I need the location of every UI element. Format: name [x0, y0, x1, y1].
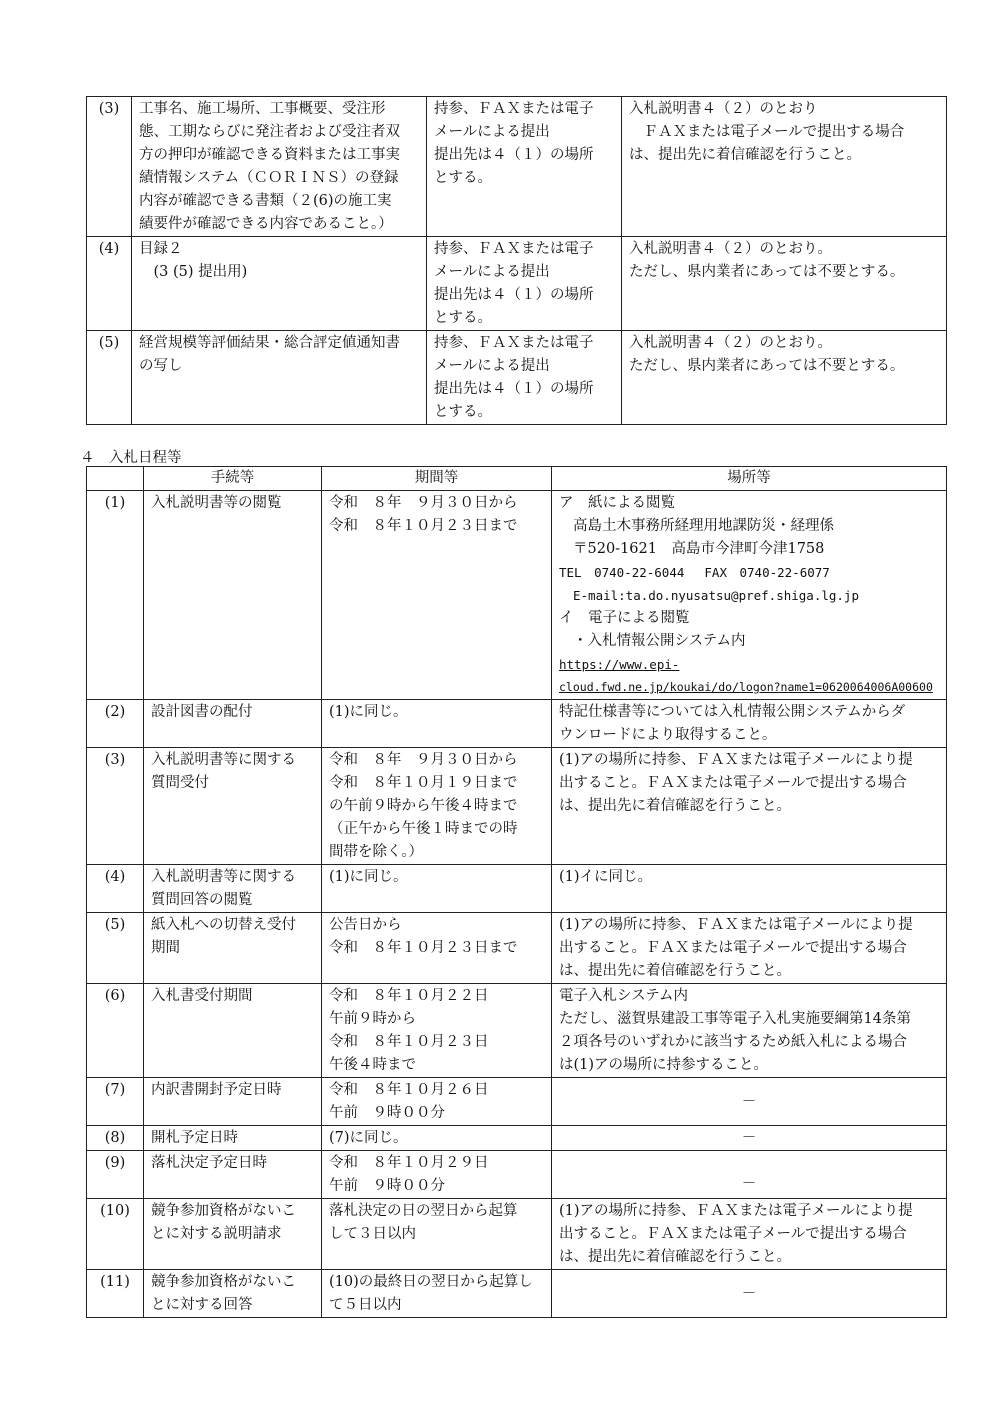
row-number: (10)	[87, 1199, 144, 1270]
place-cell: (1)アの場所に持参、ＦＡＸまたは電子メールにより提 出すること。ＦＡＸまたは電子メールで提出する場合 は、提出先に着信確認を行うこと。	[552, 913, 947, 984]
table-row	[87, 1270, 947, 1318]
table-row	[87, 984, 947, 1078]
row-number: (1)	[87, 491, 144, 700]
table-row	[87, 700, 947, 748]
period-cell: 落札決定の日の翌日から起算 して３日以内	[322, 1199, 552, 1270]
place-cell: (1)アの場所に持参、ＦＡＸまたは電子メールにより提 出すること。ＦＡＸまたは電子メールで提出する場合 は、提出先に着信確認を行うこと。	[552, 1199, 947, 1270]
table-row	[87, 865, 947, 913]
remarks: 入札説明書４（２）のとおり。 ただし、県内業者にあっては不要とする。	[622, 331, 947, 425]
procedure-cell: 競争参加資格がないこ とに対する説明請求	[144, 1199, 322, 1270]
phone-fax: TEL 0740-22-6044 FAX 0740-22-6077	[559, 565, 830, 580]
table-row	[87, 237, 947, 331]
url-link-line2[interactable]: cloud.fwd.ne.jp/koukai/do/logon?name1=0620064006A00600	[559, 680, 933, 694]
section-heading: ４ 入札日程等	[80, 450, 182, 466]
header-period: 期間等	[322, 467, 552, 491]
period-cell: 令和 ８年１０月２６日 午前 ９時００分	[322, 1078, 552, 1126]
schedule-table	[86, 466, 947, 1318]
period-cell: (1)に同じ。	[322, 865, 552, 913]
requirements-table	[86, 96, 947, 425]
place-cell: －	[552, 1078, 947, 1126]
url-link-line1[interactable]: https://www.epi-	[559, 657, 680, 672]
place-cell: －	[552, 1126, 947, 1151]
procedure-cell: 設計図書の配付	[144, 700, 322, 748]
row-number: (3)	[87, 748, 144, 865]
row-number: (4)	[87, 237, 132, 331]
place-cell: (1)アの場所に持参、ＦＡＸまたは電子メールにより提 出すること。ＦＡＸまたは電子メールで提出する場合 は、提出先に着信確認を行うこと。	[552, 748, 947, 865]
table-row	[87, 491, 947, 700]
header-row	[87, 467, 947, 491]
table-row	[87, 1199, 947, 1270]
procedure-cell: 内訳書開封予定日時	[144, 1078, 322, 1126]
submission-method: 持参、ＦＡＸまたは電子 メールによる提出 提出先は４（１）の場所 とする。	[427, 97, 622, 237]
row-number: (5)	[87, 331, 132, 425]
header-place: 場所等	[552, 467, 947, 491]
place-cell	[552, 491, 947, 700]
document-item: 工事名、施工場所、工事概要、受注形 態、工期ならびに発注者および受注者双 方の押印が確認できる資料または工事実 績情報システム（ＣＯＲＩＮＳ）の登録 内容が確認できる書類（２(6)の施工実 績要件が確認できる内容であること。）	[132, 97, 427, 237]
header-number	[87, 467, 144, 491]
row-number: (9)	[87, 1151, 144, 1199]
procedure-cell: 競争参加資格がないこ とに対する回答	[144, 1270, 322, 1318]
table-row	[87, 748, 947, 865]
place-cell: (1)イに同じ。	[552, 865, 947, 913]
submission-method: 持参、ＦＡＸまたは電子 メールによる提出 提出先は４（１）の場所 とする。	[427, 331, 622, 425]
procedure-cell: 紙入札への切替え受付 期間	[144, 913, 322, 984]
procedure-cell: 落札決定予定日時	[144, 1151, 322, 1199]
office-address: 〒520-1621 高島市今津町今津1758	[573, 541, 825, 557]
row-number: (7)	[87, 1078, 144, 1126]
period-cell: 令和 ８年 ９月３０日から 令和 ８年１０月１９日まで の午前９時から午後４時まで （正午から午後１時までの時 間帯を除く。）	[322, 748, 552, 865]
table-row	[87, 1078, 947, 1126]
row-number: (4)	[87, 865, 144, 913]
document-item: 経営規模等評価結果・総合評定値通知書 の写し	[132, 331, 427, 425]
info-system-label: ・入札情報公開システム内	[573, 633, 746, 649]
electronic-viewing-label: イ 電子による閲覧	[559, 610, 690, 626]
period-cell: 令和 ８年１０月２２日 午前９時から 令和 ８年１０月２３日 午後４時まで	[322, 984, 552, 1078]
period-cell: 令和 ８年１０月２９日 午前 ９時００分	[322, 1151, 552, 1199]
procedure-cell: 入札説明書等に関する 質問回答の閲覧	[144, 865, 322, 913]
procedure-cell: 開札予定日時	[144, 1126, 322, 1151]
row-number: (3)	[87, 97, 132, 237]
procedure-cell: 入札説明書等の閲覧	[144, 491, 322, 700]
table-row	[87, 913, 947, 984]
submission-method: 持参、ＦＡＸまたは電子 メールによる提出 提出先は４（１）の場所 とする。	[427, 237, 622, 331]
remarks: 入札説明書４（２）のとおり ＦＡＸまたは電子メールで提出する場合 は、提出先に着信確認を行うこと。	[622, 97, 947, 237]
paper-viewing-label: ア 紙による閲覧	[559, 495, 675, 511]
place-cell: －	[552, 1151, 947, 1199]
procedure-cell: 入札説明書等に関する 質問受付	[144, 748, 322, 865]
office-name: 高島土木事務所経理用地課防災・経理係	[573, 518, 834, 534]
period-cell: (7)に同じ。	[322, 1126, 552, 1151]
period-cell: 令和 ８年 ９月３０日から 令和 ８年１０月２３日まで	[322, 491, 552, 700]
table-row	[87, 1126, 947, 1151]
row-number: (2)	[87, 700, 144, 748]
period-cell: 公告日から 令和 ８年１０月２３日まで	[322, 913, 552, 984]
period-cell: (10)の最終日の翌日から起算し て５日以内	[322, 1270, 552, 1318]
place-cell: 電子入札システム内 ただし、滋賀県建設工事等電子入札実施要綱第14条第 ２項各号のいずれかに該当するため紙入札による場合 は(1)アの場所に持参すること。	[552, 984, 947, 1078]
place-cell: 特記仕様書等については入札情報公開システムからダ ウンロードにより取得すること。	[552, 700, 947, 748]
table-row	[87, 331, 947, 425]
row-number: (5)	[87, 913, 144, 984]
header-procedure: 手続等	[144, 467, 322, 491]
table-row	[87, 97, 947, 237]
remarks: 入札説明書４（２）のとおり。 ただし、県内業者にあっては不要とする。	[622, 237, 947, 331]
period-cell: (1)に同じ。	[322, 700, 552, 748]
email-address[interactable]: E-mail:ta.do.nyusatsu@pref.shiga.lg.jp	[573, 588, 859, 603]
place-cell: －	[552, 1270, 947, 1318]
procedure-cell: 入札書受付期間	[144, 984, 322, 1078]
table-row	[87, 1151, 947, 1199]
row-number: (6)	[87, 984, 144, 1078]
document-item: 目録２ (3 (5) 提出用)	[132, 237, 427, 331]
row-number: (11)	[87, 1270, 144, 1318]
row-number: (8)	[87, 1126, 144, 1151]
